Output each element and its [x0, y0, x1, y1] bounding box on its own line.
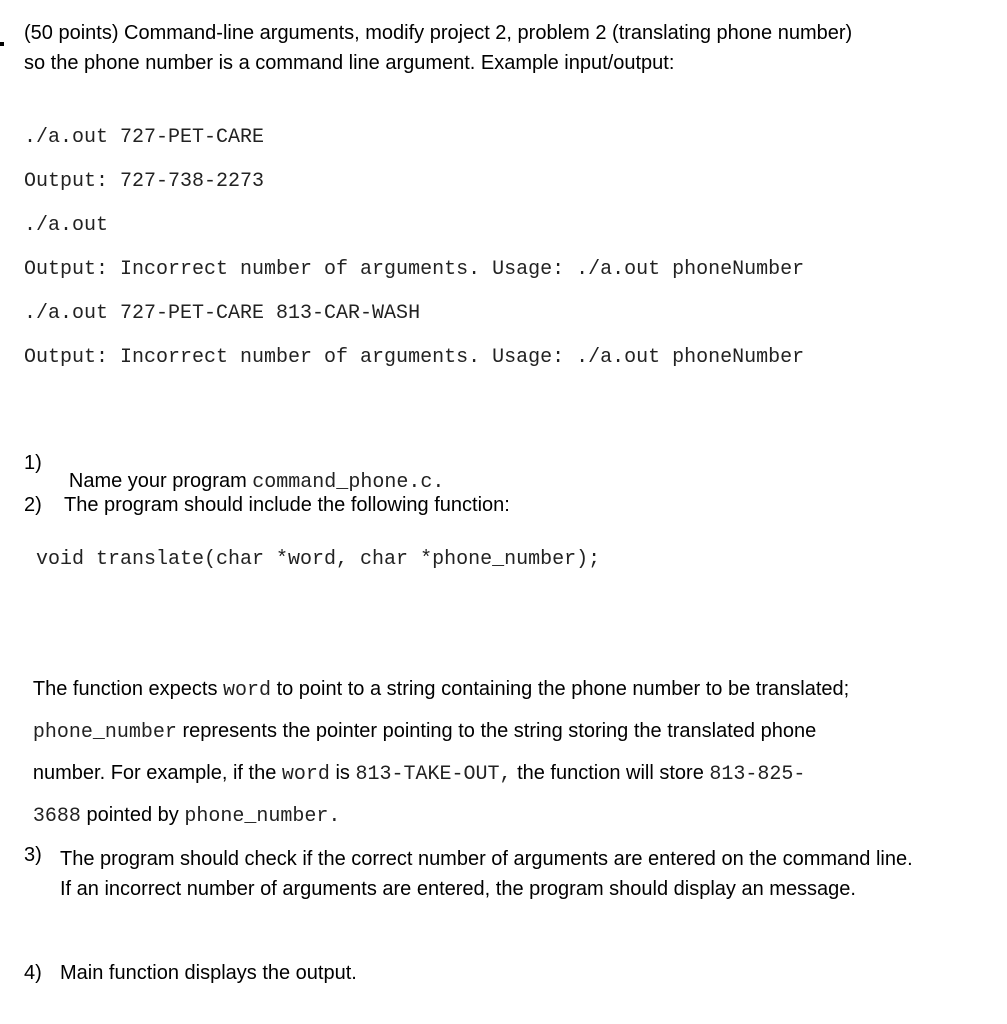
description-line-4	[24, 786, 340, 828]
code-example-output-part1: 813-825-	[709, 763, 806, 786]
list-item-1-text: Name your program	[68, 470, 253, 492]
list-item-1	[60, 452, 444, 494]
code-phone-number: phone_number	[32, 721, 177, 744]
list-number-3: 3)	[24, 844, 42, 866]
example-output-3: Output: Incorrect number of arguments. Usage: ./a.out phoneNumber	[24, 346, 805, 369]
description-line-1	[24, 660, 849, 702]
example-output-1: Output: 727-738-2273	[24, 170, 265, 193]
code-phone-number: phone_number.	[184, 805, 341, 828]
description-text: number. For example, if the	[32, 762, 282, 784]
function-signature: void translate(char *word, char *phone_number);	[36, 548, 601, 571]
description-line-2	[24, 702, 816, 744]
description-line-3	[24, 744, 805, 786]
list-item-2-text: The program should include the following function:	[64, 494, 510, 516]
description-text: the function will store	[511, 762, 710, 784]
code-example-output-part2: 3688	[32, 805, 81, 828]
program-filename: command_phone.c.	[252, 471, 445, 494]
list-number-1: 1)	[24, 452, 42, 474]
description-text: represents the pointer pointing to the string storing the translated phone	[176, 720, 817, 742]
description-text: is	[329, 762, 356, 784]
question-header-line1: (50 points) Command-line arguments, modify project 2, problem 2 (translating phone number)	[24, 22, 853, 44]
list-number-2: 2)	[24, 494, 42, 516]
example-command-3: ./a.out 727-PET-CARE 813-CAR-WASH	[24, 302, 421, 325]
list-item-3-text: The program should check if the correct number of arguments are entered on the command line. If an incorrect number of arguments are entered, the program should display an message.	[60, 848, 913, 900]
code-word: word	[281, 763, 330, 786]
code-example-input: 813-TAKE-OUT,	[355, 763, 512, 786]
example-output-2: Output: Incorrect number of arguments. Usage: ./a.out phoneNumber	[24, 258, 805, 281]
list-number-4: 4)	[24, 962, 42, 984]
example-command-1: ./a.out 727-PET-CARE	[24, 126, 265, 149]
question-header-line2: so the phone number is a command line argument. Example input/output:	[24, 52, 675, 74]
bullet-marker	[0, 42, 4, 46]
description-text: pointed by	[80, 804, 185, 826]
code-word: word	[223, 679, 272, 702]
description-text: The function expects	[32, 678, 223, 700]
example-command-2: ./a.out	[24, 214, 109, 237]
description-text: to point to a string containing the phone number to be translated;	[271, 678, 850, 700]
list-item-4-text: Main function displays the output.	[60, 962, 357, 984]
